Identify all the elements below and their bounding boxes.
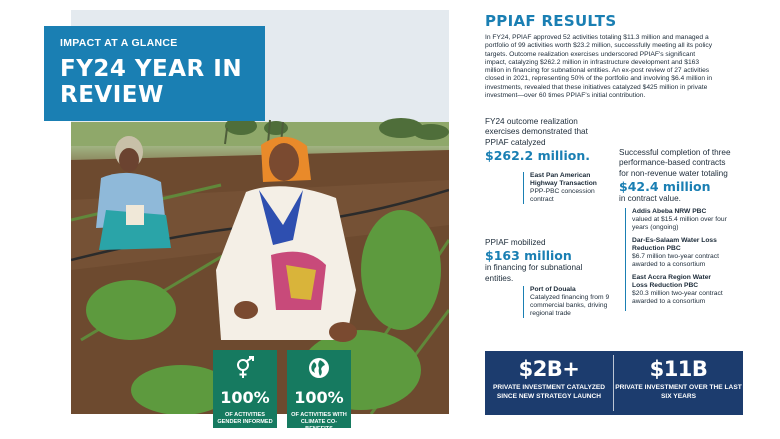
globe-icon [287, 356, 351, 380]
impact-header-box [44, 26, 265, 121]
list-item [632, 237, 728, 269]
outcome-value: $262.2 million. [485, 148, 590, 164]
strategy-investment-caption: PRIVATE INVESTMENT CATALYZED SINCE NEW STRATEGY LAUNCH [492, 384, 606, 400]
outcome-lead: FY24 outcome realization exercises demonstrated that PPIAF catalyzed [485, 117, 588, 147]
gender-stat-caption: OF ACTIVITIES GENDER INFORMED [217, 412, 273, 425]
contract-title: Addis Abeba NRW PBC [632, 208, 707, 215]
contract-text: $6.7 million two-year contract awarded to a consortium [632, 253, 719, 268]
contract-text: $20.3 million two-year contract awarded to a consortium [632, 290, 723, 305]
water-contracts-block [619, 148, 737, 205]
subnational-lead: PPIAF mobilized [485, 238, 546, 247]
highway-note-title: East Pan American Highway Transaction [530, 172, 597, 187]
climate-stat-value: 100% [294, 388, 344, 407]
results-title: PPIAF RESULTS [485, 12, 617, 30]
climate-stat-tile [287, 350, 351, 432]
water-sub: in contract value. [619, 194, 681, 204]
gender-stat-value: 100% [220, 388, 270, 407]
outcome-block [485, 117, 605, 163]
investment-summary-bar [485, 351, 743, 415]
water-lead: Successful completion of three performance-based contracts for non-revenue water totaling [619, 148, 731, 178]
six-year-investment-value: $11B [649, 357, 708, 381]
port-note-text: Catalyzed financing from 9 commercial banks, driving regional trade [530, 294, 610, 317]
gender-icon [213, 356, 277, 380]
impact-title: FY24 YEAR IN REVIEW [60, 56, 243, 108]
contract-title: Dar-Es-Salaam Water Loss Reduction PBC [632, 237, 717, 252]
list-item [632, 208, 728, 232]
six-year-investment-caption: PRIVATE INVESTMENT OVER THE LAST SIX YEARS [615, 384, 742, 400]
list-item [632, 274, 728, 306]
water-contracts-notes [625, 208, 728, 311]
highway-note-text: PPP-PBC concession contract [530, 188, 595, 203]
port-note [523, 286, 614, 318]
contract-title: East Accra Region Water Loss Reduction PBC [632, 274, 712, 289]
six-year-investment-stat [614, 351, 743, 415]
strategy-investment-stat [485, 351, 613, 415]
climate-stat-caption: OF ACTIVITIES WITH CLIMATE CO-BENEFITS [291, 412, 347, 432]
strategy-investment-value: $2B+ [518, 357, 580, 381]
subnational-sub: in financing for subnational entities. [485, 263, 583, 283]
port-note-title: Port of Douala [530, 286, 576, 293]
contract-text: valued at $15.4 million over four years (ongoing) [632, 216, 727, 231]
results-intro: In FY24, PPIAF approved 52 activities totaling $11.3 million and managed a portfolio of 99 activities worth $23.2 million, successfully meeting all its policy targets. Outcome realization exercises underscored PPIAF's significant impact, catalyzing $262.2 million in infrastructure development and $163 million in financing for subnational entities. An ex-post review of 27 activities closed in 2021, representing 50% of the portfolio and involving $6.4 million in investments, revealed that these initiatives catalyzed $425 million in private investment—over 60 times PPIAF's initial contribution. [485, 34, 713, 100]
water-value: $42.4 million [619, 179, 711, 195]
subnational-value: $163 million [485, 248, 572, 264]
gender-stat-tile [213, 350, 277, 428]
subnational-block [485, 238, 605, 284]
highway-note [523, 172, 614, 204]
impact-subtitle: IMPACT AT A GLANCE [60, 37, 178, 49]
